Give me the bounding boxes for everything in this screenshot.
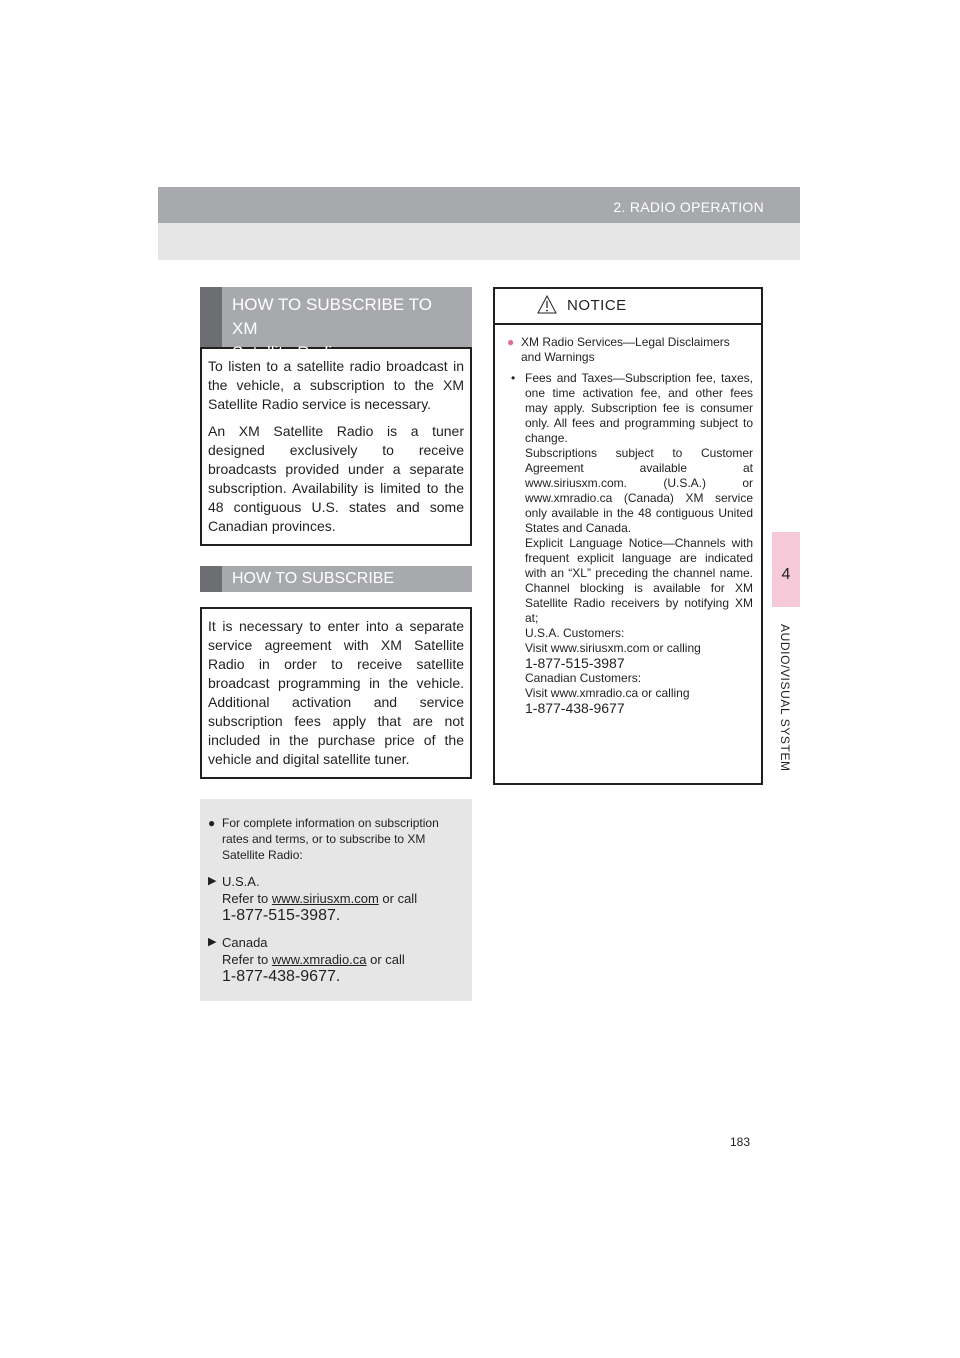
notice-usa-visit: Visit www.siriusxm.com or calling (525, 641, 701, 655)
notice-detail (507, 371, 753, 716)
header-strip (158, 187, 800, 223)
pink-bullet-icon: ● (507, 335, 515, 349)
chapter-number-tab[interactable]: 4 (772, 532, 800, 607)
usa-or-call: or call (382, 891, 418, 906)
notice-usa-phone: 1-877-515-3987 (525, 655, 625, 671)
intro-para2: An XM Satellite Radio is a tuner designed exclusively to receive broadcasts provided under a separate subscription. Availability is limited to the 48 contiguous U.S. states and some Canadian provinces. (208, 423, 464, 534)
heading-line2: Satellite Radio (232, 343, 342, 362)
triangle-right-icon: ▶ (208, 875, 217, 887)
section-heading-how-to-subscribe (200, 566, 472, 592)
warning-triangle-icon (537, 295, 557, 314)
usa-label: U.S.A. (222, 874, 260, 889)
page-number: 183 (730, 1135, 751, 1149)
canada-or-call: or call (370, 952, 405, 967)
subscribe-box (200, 607, 472, 779)
heading-tab-marker (200, 566, 222, 592)
notice-subscriptions: Subscriptions subject to Customer Agreement available at www.siriusxm.com. (U.S.A.) or www.xmradio.ca (Canada) XM service only available in the 48 contiguous United States and Canada. (525, 446, 753, 535)
canada-label: Canada (222, 935, 268, 950)
intro-box (200, 347, 472, 546)
canada-refer: Refer to (222, 952, 269, 967)
intro-para1: To listen to a satellite radio broadcast in the vehicle, a subscription to the XM Satellite Radio service is necessary. (208, 358, 464, 412)
subscribe-para: It is necessary to enter into a separate service agreement with XM Satellite Radio in order to receive satellite broadcast programming in the vehicle. Additional activation and service subscription fees apply that are not included in the purchase price of the vehicle and digital satellite tuner. (208, 618, 464, 767)
notice-canada-visit: Visit www.xmradio.ca or calling (525, 686, 690, 700)
chapter-label: AUDIO/VISUAL SYSTEM (778, 624, 792, 772)
notice-item (507, 335, 753, 365)
chapter-title: 2. RADIO OPERATION (613, 199, 764, 215)
info-box (200, 799, 472, 1001)
canada-entry (208, 934, 464, 985)
canada-phone: 1-877-438-9677. (222, 968, 341, 985)
notice-fees: Fees and Taxes—Subscription fee, taxes, one time activation fee, and other fees may apply. Subscription fee is consumer only. All fees and programming subject to change. (525, 371, 753, 445)
notice-usa-customers: U.S.A. Customers: (525, 626, 625, 640)
heading-text: HOW TO SUBSCRIBE (232, 570, 395, 587)
notice-body (495, 325, 761, 716)
heading-line1: HOW TO SUBSCRIBE TO XM (232, 295, 432, 338)
canada-url-link[interactable]: www.xmradio.ca (271, 952, 367, 967)
notice-explicit: Explicit Language Notice—Channels with frequent explicit language are indicated with an “XL” preceding the channel name. Channel blocking is available for XM Satellite Radio receivers by notifying XM at; (525, 536, 753, 625)
notice-title: NOTICE (567, 297, 627, 314)
notice-item-title: XM Radio Services—Legal Disclaimers and Warnings (521, 335, 730, 364)
left-column (200, 287, 472, 1001)
section-heading-subscribe-xm (200, 287, 472, 362)
heading-tab-marker (200, 287, 222, 347)
notice-canada-phone: 1-877-438-9677 (525, 700, 625, 716)
notice-header (495, 289, 761, 325)
usa-url-link[interactable]: www.siriusxm.com (271, 891, 379, 906)
usa-entry (208, 873, 464, 924)
usa-refer: Refer to (222, 891, 269, 906)
notice-box (493, 287, 763, 785)
usa-phone: 1-877-515-3987. (222, 907, 341, 924)
triangle-right-icon: ▶ (208, 936, 217, 948)
info-bullet (208, 815, 464, 863)
info-bullet-text: For complete information on subscription rates and terms, or to subscribe to XM Satellite Radio: (222, 816, 439, 862)
sub-bullet-icon: • (511, 371, 516, 385)
bullet-dot-icon: ● (208, 816, 216, 830)
notice-canada-customers: Canadian Customers: (525, 671, 642, 685)
header-band (158, 187, 800, 260)
